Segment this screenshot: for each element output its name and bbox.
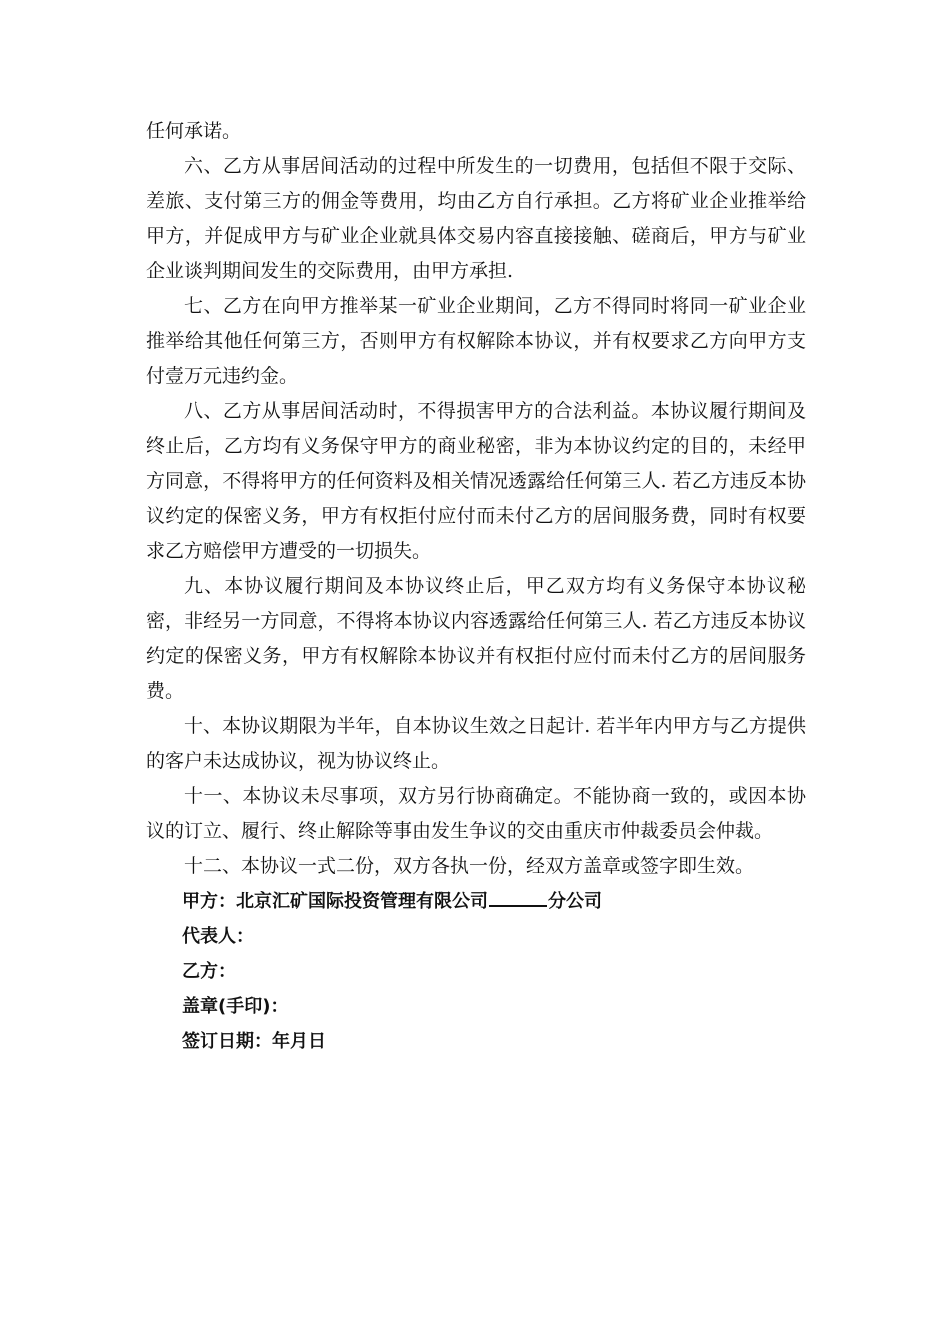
paragraph-continuation: 任何承诺。 [146, 120, 242, 142]
party-a-branch-suffix: 分公司 [548, 891, 602, 912]
clause-7: 七、乙方在向甲方推举某一矿业企业期间，乙方不得同时将同一矿业企业推举给其他任何第三方，否则甲方有权解除本协议，并有权要求乙方向甲方支付壹万元违约金。 [146, 295, 806, 387]
clause-9: 九、本协议履行期间及本协议终止后，甲乙双方均有义务保守本协议秘密，非经另一方同意，不得将本协议内容透露给任何第三人. 若乙方违反本协议约定的保密义务，甲方有权解除本协议并有权拒付应付而未付乙方的居间服务费。 [146, 575, 806, 702]
clause-8: 八、乙方从事居间活动时，不得损害甲方的合法利益。本协议履行期间及终止后，乙方均有义务保守甲方的商业秘密，非为本协议约定的目的，未经甲方同意，不得将甲方的任何资料及相关情况透露给任何第三人. 若乙方违反本协议约定的保密义务，甲方有权拒付应付而未付乙方的居间服务费，同时有权要求乙方赔偿甲方遭受的一切损失。 [146, 400, 806, 562]
signature-block [146, 884, 806, 1059]
party-b-line: 乙方： [182, 961, 236, 982]
signing-date-line: 签订日期：年月日 [182, 1031, 326, 1052]
representative-line: 代表人： [182, 926, 254, 947]
branch-name-blank [489, 887, 547, 907]
contract-body [146, 114, 806, 1059]
clause-10: 十、本协议期限为半年，自本协议生效之日起计. 若半年内甲方与乙方提供的客户未达成协议，视为协议终止。 [146, 715, 806, 772]
seal-line: 盖章(手印)： [182, 996, 289, 1017]
party-a-name: 甲方：北京汇矿国际投资管理有限公司 [182, 891, 488, 912]
clause-6: 六、乙方从事居间活动的过程中所发生的一切费用，包括但不限于交际、差旅、支付第三方的佣金等费用，均由乙方自行承担。乙方将矿业企业推举给甲方，并促成甲方与矿业企业就具体交易内容直接接触、磋商后，甲方与矿业企业谈判期间发生的交际费用，由甲方承担. [146, 155, 806, 282]
clause-11: 十一、本协议未尽事项，双方另行协商确定。不能协商一致的，或因本协议的订立、履行、终止解除等事由发生争议的交由重庆市仲裁委员会仲裁。 [146, 785, 806, 842]
party-a-line [146, 884, 806, 919]
clause-12: 十二、本协议一式二份，双方各执一份，经双方盖章或签字即生效。 [184, 855, 755, 877]
